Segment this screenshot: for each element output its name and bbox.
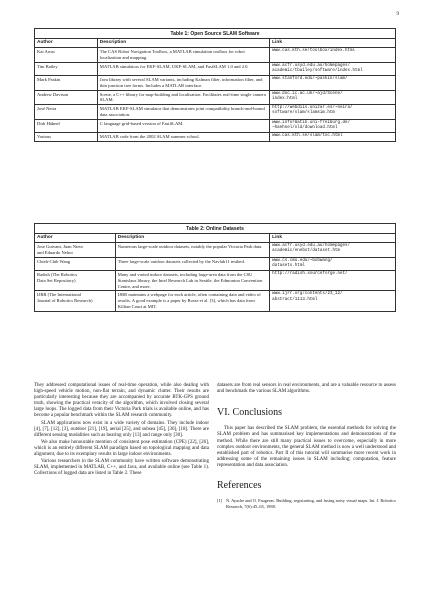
cell-description: The CAS Robot Navigation Toolbox, a MATLAB simulation toolbox for robot localization and mapping. <box>97 48 269 62</box>
cell-author: Dirk Hähnel <box>35 119 98 133</box>
cell-author: Tim Bailey <box>35 62 98 76</box>
cell-link[interactable]: www.ijrr.org/contents/23_12/ abstract/1113.html <box>270 291 396 311</box>
table-1-caption: Table 1: Open Source SLAM Software <box>34 28 396 38</box>
table-row <box>35 105 396 119</box>
cell-author: IJRR (The International Journal of Robotics Research) <box>35 291 116 311</box>
table-row <box>35 62 396 76</box>
body-paragraph: SLAM applications now exist in a wide variety of domains. They include indoor [4], [7], [12], [3], outdoor [21], [19], aerial [25], and subsea [45], [36], [18]. There are different sensing modalities such as bearing only [13] and range only [30]. <box>34 420 209 438</box>
cell-description: Many and varied indoor datasets, including large-area data from the CSU Stanislaus library, the Intel Research Lab in Seattle, the Edmonton Convention Centre, and more. <box>115 271 269 291</box>
cell-author: Radish (The Robotics Data Set Repository) <box>35 271 116 291</box>
table-row <box>35 243 396 257</box>
cell-description: Scene, a C++ library for map-building and localisation. Facilitates real-time single camera SLAM. <box>97 90 269 104</box>
column-header-author: Author <box>35 39 98 48</box>
cell-link[interactable]: www.cas.kth.se/toolbox/index.html <box>270 48 396 62</box>
cell-link[interactable]: www.cas.kth.se/slam/toc.html <box>270 133 396 142</box>
column-header-description: Description <box>97 39 269 48</box>
cell-description: MATLAB code from the 2002 SLAM summer school. <box>97 133 269 142</box>
cell-link[interactable]: www.informatik.uni-freiburg.de/ ~haehnel/old/download.html <box>270 119 396 133</box>
cell-author: Andrew Davison <box>35 90 98 104</box>
cell-link[interactable]: www.acfr.usyd.edu.au/homepages/ academic/tbailey/software/index.html <box>270 62 396 76</box>
table-row <box>35 90 396 104</box>
cell-author: Mark Paskin <box>35 76 98 90</box>
cell-author: Kai Arras <box>35 48 98 62</box>
table-row <box>35 48 396 62</box>
cell-link[interactable]: http://webdiis.unizar.es/~neira/ software/slam/slamsim.htm <box>270 105 396 119</box>
cell-link[interactable]: www.stanford.edu/~paskin/slam/ <box>270 76 396 90</box>
table-row <box>35 133 396 142</box>
reference-item <box>217 498 396 509</box>
table-header-row <box>35 234 396 243</box>
body-paragraph-continued: datasets are from real sensors in real environments, and are a valuable resource to assess and benchmark the various SLAM algorithms. <box>217 383 396 395</box>
table-2-caption: Table 2: Online Datasets <box>34 223 396 233</box>
table-online-datasets <box>34 223 396 312</box>
reference-number: [1] <box>217 498 223 504</box>
cell-author: José Neira <box>35 105 98 119</box>
cell-description: MATLAB simulators for EKF-SLAM, UKF-SLAM, and FastSLAM 1.0 and 2.0. <box>97 62 269 76</box>
table-row <box>35 119 396 133</box>
cell-link[interactable]: www.doc.ic.ac.uk/~ajd/Scene/ index.html <box>270 90 396 104</box>
cell-description: IJRR maintains a webpage for each article, often containing data and video of results. A good example is a paper by Bosse et al. [3], which has data from Killian Court at MIT. <box>115 291 269 311</box>
column-header-link: Link <box>270 234 396 243</box>
cell-description: Numerous large-scale outdoor datasets, notably the popular Victoria Park data. <box>115 243 269 257</box>
body-paragraph: Various researchers in the SLAM community have written software demonstrating SLAM, implemented in MATLAB, C++, and Java, and available online (see Table 1). Collections of logged data are listed in Table 2. These <box>34 459 209 477</box>
body-paragraph: We also make honourable mention of consistent pose estimation (CPE) [22], [26], which is an entirely different SLAM paradigm based on topological mapping and data alignment, due to its exemplary results in large indoor environments. <box>34 439 209 458</box>
cell-description: C language grid-based version of FastSLAM. <box>97 119 269 133</box>
body-column-right <box>217 383 396 510</box>
table-open-source-slam-software <box>34 28 396 142</box>
table-row <box>35 257 396 271</box>
cell-link[interactable]: www.cs.cmu.edu/~bobwang/ datasets.html <box>270 257 396 271</box>
conclusions-paragraph: This paper has described the SLAM problem, the essential methods for solving the SLAM problem and has summarised key implementations and demonstrations of the method. While there are still many practical issues to overcome, especially in more complex outdoor environments, the general SLAM method is now a well understood and established part of robotics. Part II of this tutorial will summarise more recent work in addressing some of the remaining issues in SLAM including; computation, feature representation and data association. <box>217 426 396 468</box>
table-row <box>35 291 396 311</box>
cell-author: Jose Guivant, Juan Nieto and Eduardo Nebot <box>35 243 116 257</box>
page-number: 9 <box>396 12 399 17</box>
cell-author: Various <box>35 133 98 142</box>
table-row <box>35 271 396 291</box>
body-column-left <box>34 383 209 478</box>
cell-author: Chieh-Chih Wang <box>35 257 116 271</box>
column-header-author: Author <box>35 234 116 243</box>
cell-description: Java library with several SLAM variants, including Kalman filter, information filter, and thin junction tree forms. Includes a MATLAB interface. <box>97 76 269 90</box>
references-heading: References <box>217 480 262 492</box>
cell-link[interactable]: www.acfr.usyd.edu.au/homepages/ academic/enebot/dataset.htm <box>270 243 396 257</box>
reference-text: N. Ayache and O. Faugeras. Building, registrating, and fusing noisy visual maps. Int. J. Robotics Research, 7(6):45–65, 1988. <box>226 498 396 509</box>
table-row <box>35 76 396 90</box>
cell-link[interactable]: http://radish.sourceforge.net/ <box>270 271 396 291</box>
body-paragraph: They addressed computational issues of real-time operation, while also dealing with high-speed vehicle motion, non-flat terrain, and dynamic clutter. Their results are particularly interesting because they are accompanied by accurate RTK-GPS ground truth, showing the practical veracity of the algorithm, which involved closing several large loops. The logged data from their Victoria Park trials is available online, and has become a popular benchmark within the SLAM research community. <box>34 383 209 419</box>
column-header-description: Description <box>115 234 269 243</box>
section-heading-conclusions: VI. Conclusions <box>217 407 282 419</box>
column-header-link: Link <box>270 39 396 48</box>
cell-description: Three large-scale outdoor datasets collected by the Navlab11 testbed. <box>115 257 269 271</box>
cell-description: MATLAB EKF-SLAM simulator that demonstrates joint compatibility branch-and-bound data association. <box>97 105 269 119</box>
table-header-row <box>35 39 396 48</box>
